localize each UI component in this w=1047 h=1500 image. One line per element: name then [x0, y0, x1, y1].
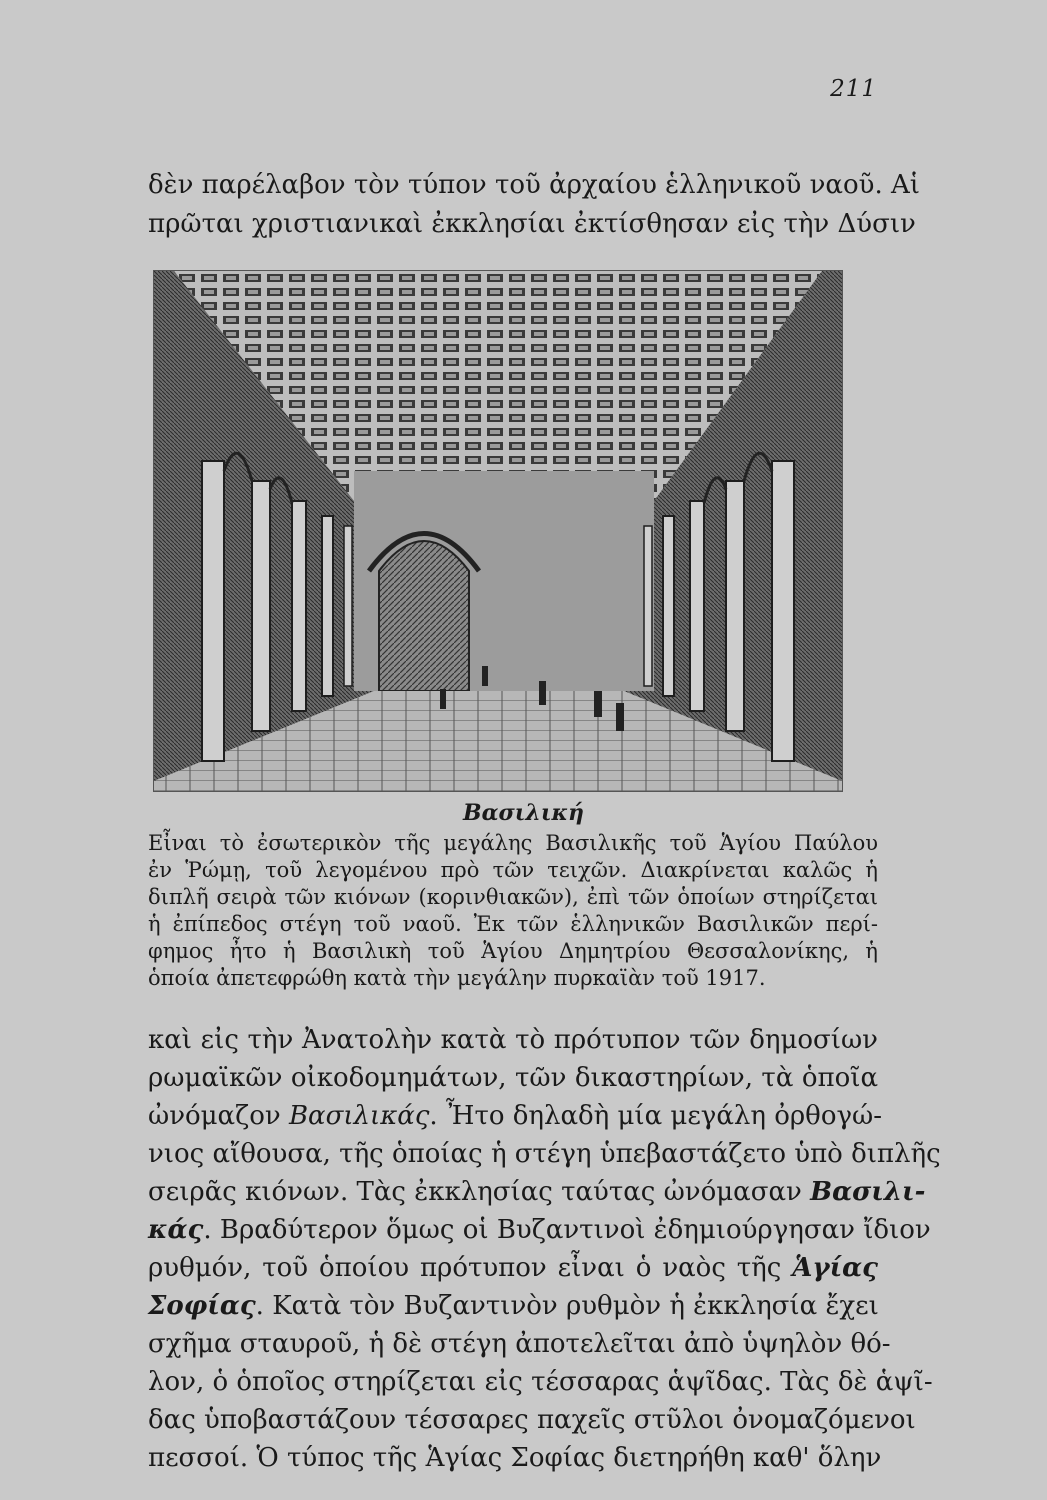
body-line-3 [148, 1099, 882, 1133]
intro-line-1: δὲν παρέλαβον τὸν τύπον τοῦ ἀρχαίου ἑλληνικοῦ ναοῦ. Αἱ [148, 170, 920, 200]
caption-line-2: ἐν Ῥώμῃ, τοῦ λεγομένου πρὸ τῶν τειχῶν. Διακρίνεται καλῶς ἡ [148, 858, 878, 882]
body-line-11: δας ὑποβαστάζουν τέσσαρες παχεῖς στῦλοι ὀνομαζόμενοι [148, 1405, 916, 1435]
figure-caption-title: Βασιλική [463, 800, 584, 826]
term-agias: Ἁγίας [792, 1253, 878, 1283]
caption-line-5: φημος ἦτο ἡ Βασιλικὴ τοῦ Ἁγίου Δημητρίου Θεσσαλονίκης, ἡ [148, 939, 878, 963]
term-basilikas-bold-cont: κάς [148, 1215, 204, 1245]
body-line-9: σχῆμα σταυροῦ, ἡ δὲ στέγη ἀποτελεῖται ἀπὸ ὑψηλὸν θό- [148, 1329, 891, 1359]
caption-line-3: διπλῆ σειρὰ τῶν κιόνων (κορινθιακῶν), ἐπὶ τῶν ὁποίων στηρίζεται [148, 885, 878, 909]
body-line-12: πεσσοί. Ὁ τύπος τῆς Ἁγίας Σοφίας διετηρήθη καθ' ὅλην [148, 1443, 882, 1473]
term-basilikas: Βασιλικάς [288, 1101, 430, 1131]
body-line-1: καὶ εἰς τὴν Ἀνατολὴν κατὰ τὸ πρότυπον τῶν δημοσίων [148, 1025, 878, 1055]
basilica-interior-illustration [154, 271, 842, 791]
body-line-2: ρωμαϊκῶν οἰκοδομημάτων, τῶν δικαστηρίων, τὰ ὁποῖα [148, 1063, 878, 1093]
apse-arch [379, 541, 469, 691]
basilica-engraving [153, 270, 843, 792]
body-text: . Ἦτο δηλαδὴ μία μεγάλη ὀρθογώ- [429, 1101, 882, 1131]
caption-line-1: Εἶναι τὸ ἐσωτερικὸν τῆς μεγάλης Βασιλικῆς τοῦ Ἁγίου Παύλου [148, 831, 878, 855]
caption-line-4: ἡ ἐπίπεδος στέγη τοῦ ναοῦ. Ἐκ τῶν ἑλληνικῶν Βασιλικῶν περί- [148, 912, 878, 936]
intro-line-2: πρῶται χριστιανικαὶ ἐκκλησίαι ἐκτίσθησαν εἰς τὴν Δύσιν [148, 209, 916, 239]
caption-line-6: ὁποία ἀπετεφρώθη κατὰ τὴν μεγάλην πυρκαϊὰν τοῦ 1917. [148, 966, 766, 990]
body-text: . Κατὰ τὸν Βυζαντινὸν ρυθμὸν ἡ ἐκκλησία ἔχει [255, 1291, 879, 1321]
body-line-4: νιος αἴθουσα, τῆς ὁποίας ἡ στέγη ὑπεβαστάζετο ὑπὸ διπλῆς [148, 1139, 941, 1169]
body-text: ὠνόμαζον [148, 1101, 289, 1131]
page-number: 211 [830, 76, 877, 102]
body-text: . Βραδύτερον ὅμως οἱ Βυζαντινοὶ ἐδημιούργησαν ἴδιον [203, 1215, 931, 1245]
term-basilikas-bold: Βασιλι- [810, 1177, 926, 1207]
body-line-8 [148, 1289, 878, 1323]
body-line-6 [148, 1213, 931, 1247]
body-line-7 [148, 1251, 878, 1285]
body-text: σειρᾶς κιόνων. Τὰς ἐκκλησίας ταύτας ὠνόμασαν [148, 1177, 811, 1207]
body-line-5 [148, 1175, 926, 1209]
body-line-10: λον, ὁ ὁποῖος στηρίζεται εἰς τέσσαρας ἁψῖδας. Τὰς δὲ ἁψῖ- [148, 1367, 933, 1397]
body-text: ρυθμόν, τοῦ ὁποίου πρότυπον εἶναι ὁ ναὸς τῆς [148, 1253, 793, 1283]
term-sofias: Σοφίας [148, 1291, 256, 1321]
